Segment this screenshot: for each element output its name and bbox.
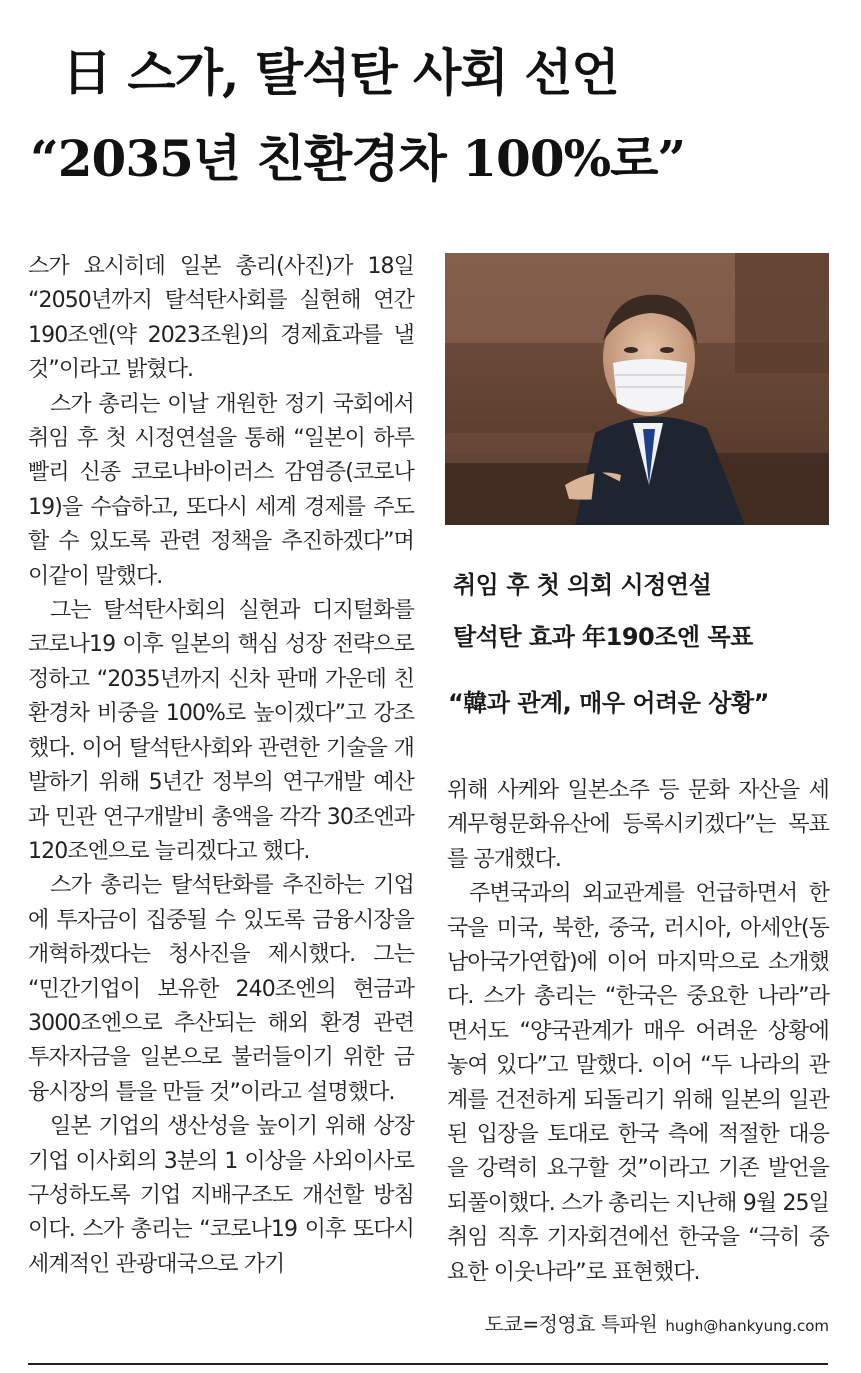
bottom-divider [28,1363,828,1365]
byline-email[interactable]: hugh@hankyung.com [665,1317,829,1335]
body-paragraph: 그는 탈석탄사회의 실현과 디지털화를 코로나19 이후 일본의 핵심 성장 전략으로 정하고 “2035년까지 신차 판매 가운데 친환경차 비중을 100%로 높이겠다”고 강조했다. 이어 탈석탄사회와 관련한 기술을 개발하기 위해 5년간 정부의 연구개발 예산과 민관 연구개발비 총액을 각각 30조엔과 120조엔으로 늘리겠다고 했다. [28,598,414,864]
byline-author: 도쿄=정영효 특파원 [484,1312,658,1336]
body-paragraph: 일본 기업의 생산성을 높이기 위해 상장기업 이사회의 3분의 1 이상을 사외이사로 구성하도록 기업 지배구조도 개선할 방침이다. 스가 총리는 “코로나19 이후 또다시 세계적인 관광대국으로 가기 [28,1114,414,1277]
deck-line-2: 탈석탄 효과 年190조엔 목표 [453,623,753,651]
body-paragraph: 스가 총리는 이날 개원한 정기 국회에서 취임 후 첫 시정연설을 통해 “일본이 하루빨리 신종 코로나바이러스 감염증(코로나19)을 수습하고, 또다시 세계 경제를 주도할 수 있도록 관련 정책을 추진하겠다”며 이같이 말했다. [28,391,414,589]
article-body-right-column [447,774,829,1290]
deck-quote: “韓과 관계, 매우 어려운 상황” [448,689,769,717]
body-paragraph: 주변국과의 외교관계를 언급하면서 한국을 미국, 북한, 중국, 러시아, 아세안(동남아국가연합)에 이어 마지막으로 소개했다. 스가 총리는 “한국은 중요한 나라”라면서도 “양국관계가 매우 어려운 상황에 놓여 있다”고 말했다. 이어 “두 나라의 관계를 건전하게 되돌리기 위해 일본의 일관된 입장을 토대로 한국 측에 적절한 대응을 강력히 요구할 것”이라고 기존 발언을 되풀이했다. 스가 총리는 지난해 9월 25일 취임 직후 기자회견에선 한국을 “극히 중요한 이웃나라”로 표현했다. [447,881,829,1285]
body-paragraph: 스가 요시히데 일본 총리(사진)가 18일 “2050년까지 탈석탄사회를 실현해 연간 190조엔(약 2023조원)의 경제효과를 낼 것”이라고 밝혔다. [28,254,414,383]
photo-illustration [445,253,829,525]
article-body-left-column [28,250,414,1282]
byline [485,1308,829,1337]
headline [0,30,861,202]
body-paragraph: 위해 사케와 일본소주 등 문화 자산을 세계무형문화유산에 등록시키겠다”는 목표를 공개했다. [447,778,829,872]
headline-line-1: 日 스가, 탈석탄 사회 선언 [62,43,619,102]
headline-line-2: “2035년 친환경차 100%로” [30,129,686,188]
deck-line-1: 취임 후 첫 의회 시정연설 [453,571,712,599]
article-photo [445,253,829,525]
body-paragraph: 스가 총리는 탈석탄화를 추진하는 기업에 투자금이 집중될 수 있도록 금융시장을 개혁하겠다는 청사진을 제시했다. 그는 “민간기업이 보유한 240조엔의 현금과 3000조엔으로 추산되는 해외 환경 관련 투자자금을 일본으로 불러들이기 위한 금융시장의 틀을 만들 것”이라고 설명했다. [28,873,414,1105]
